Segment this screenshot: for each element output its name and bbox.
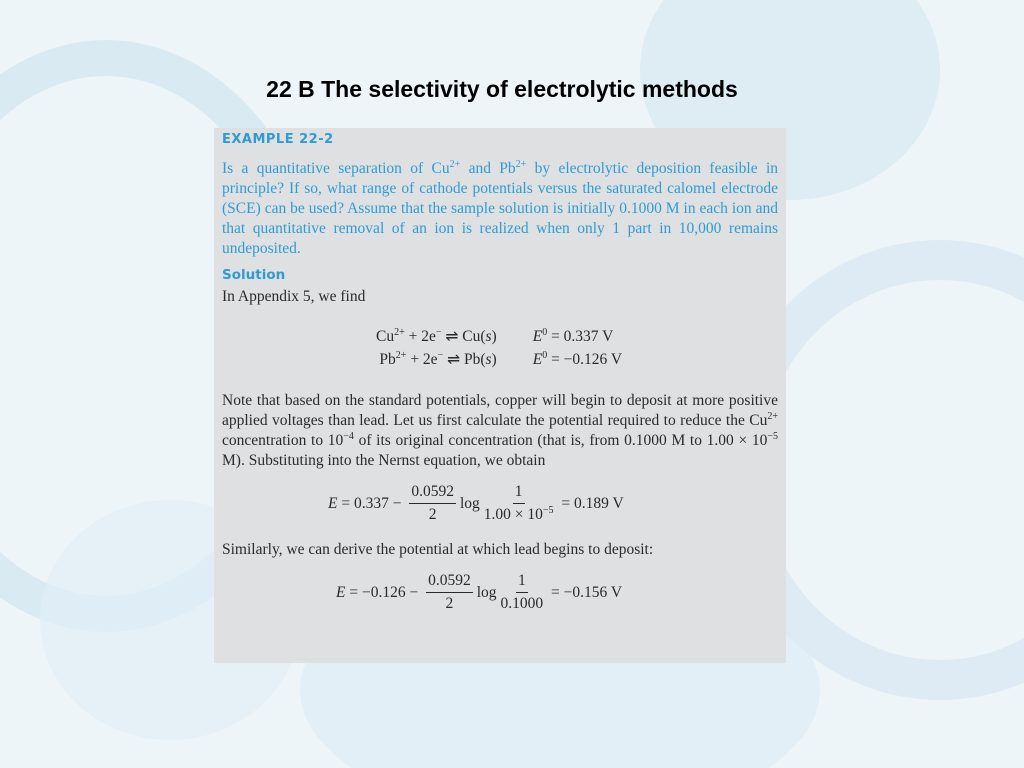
question-text: Is a quantitative separation of Cu [222,160,450,177]
fraction: $\frac{0.0592}{2}$ [411,483,454,523]
example-question [222,159,778,259]
half-reaction: $Pb^{2+} + 2e^-$ ⇌ Pb(s) [379,349,497,368]
similar-paragraph: Similarly, we can derive the potential at which lead begins to deposit: [222,541,654,558]
fraction: $\frac{0.0592}{2}$ [428,572,471,612]
nernst-equation-copper: E = 0.337 − $\frac{0.0592}{2}$ log $\frac{1}{1.00 \times 10^{-5}}$ = 0.189 V [328,483,624,523]
charge-superscript: 2+ [449,158,461,170]
standard-potential: $E^0 = -0.126$ V [532,349,623,368]
note-paragraph: Note that based on the standard potentials, copper will begin to deposit at more positive applied voltages than lead. Let us first calculate the potential required to reduce the $Cu^{2+}$ concentration to $10^{-4}$ of its original concentration (that is, from 0.1000 M to $1.00 \times 10^{-5}$ M). Substituting into the Nernst equation, we obtain [222,392,779,469]
charge-superscript: 2+ [515,158,527,170]
question-text: by electrolytic deposition feasible in principle? If so, what range of cathode potentials versus the saturated calomel electrode (SCE) can be used? Assume that the sample solution is initially 0.1000 M in each ion and that quantitative removal of an ion is realized when only 1 part in 10,000 remains undeposited. [222,160,778,257]
half-reactions-table [376,327,622,373]
question-text: and Pb [460,160,516,177]
solution-label: Solution [222,267,286,283]
slide-title: 22 B The selectivity of electrolytic methods [266,76,738,102]
fraction: $\frac{1}{1.00 \times 10^{-5}}$ [483,483,554,523]
example-label: EXAMPLE 22-2 [222,132,334,147]
standard-potential: $E^0 = 0.337$ V [532,326,614,345]
nernst-equation-lead: E = −0.126 − $\frac{0.0592}{2}$ log $\frac{1}{0.1000}$ = −0.156 V [336,572,623,612]
solution-intro: In Appendix 5, we find [222,288,366,305]
half-reaction-row-lead [376,350,622,373]
fraction: $\frac{1}{0.1000}$ [500,572,544,612]
half-reaction: $Cu^{2+} + 2e^-$ ⇌ Cu(s) [376,326,497,345]
example-panel [214,128,786,663]
half-reaction-row-copper [376,327,622,350]
